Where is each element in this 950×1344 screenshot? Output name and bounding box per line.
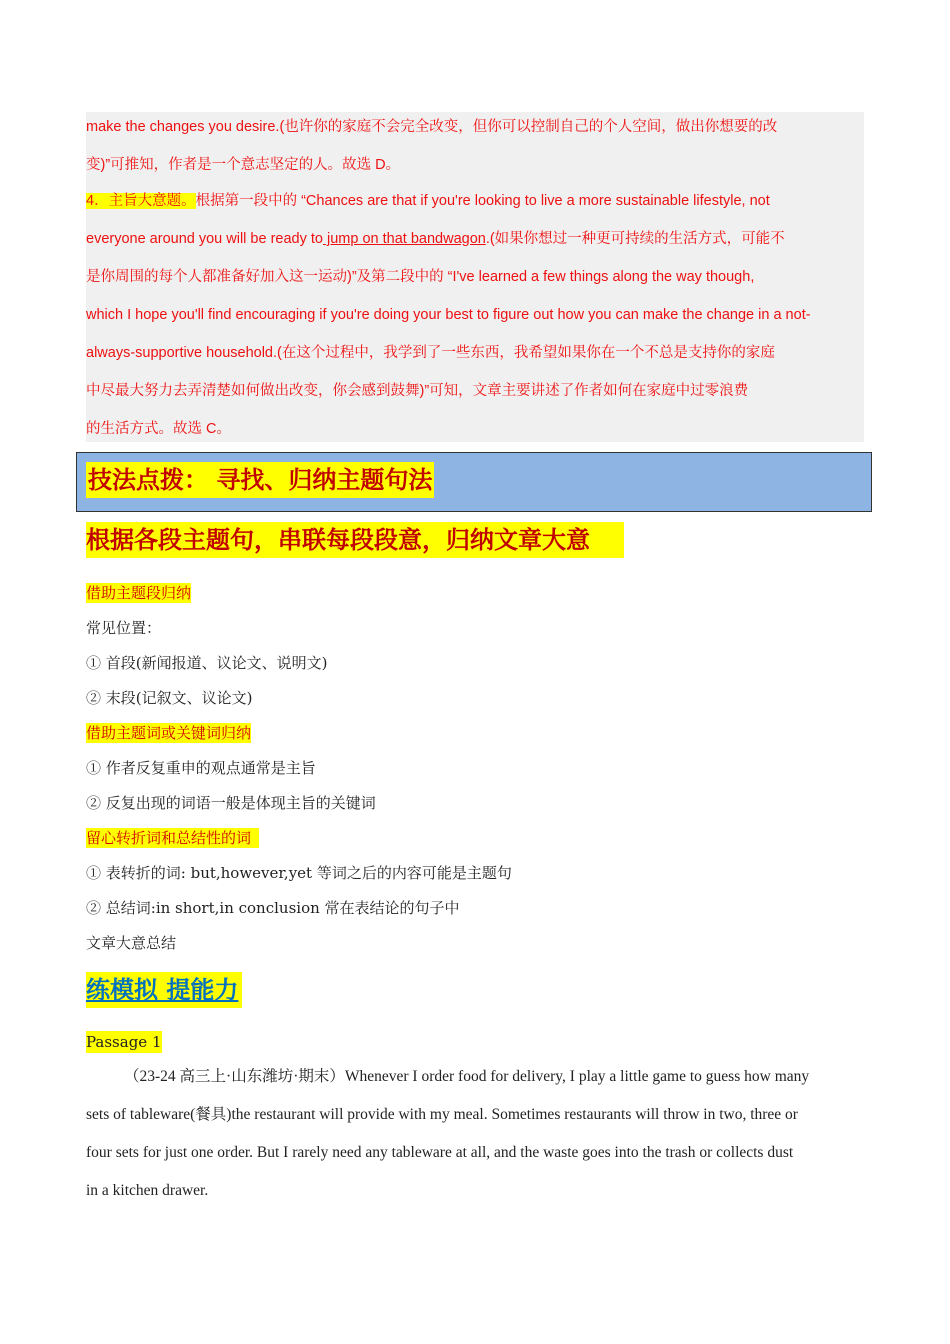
tips-title: 技法点拨： 寻找、归纳主题句法	[86, 462, 434, 498]
underlined-phrase: jump on that bandwagon	[322, 231, 486, 247]
answer-line-5: 是你周围的每个人都准备好加入这一运动)”及第二段中的 “I've learned a few things along the way though,	[86, 269, 755, 285]
answer-line-4-a: everyone around you will be ready to	[86, 231, 323, 247]
question-type-label: 4．主旨大意题。	[86, 193, 196, 209]
answer-line-3	[86, 182, 864, 220]
answer-line-6: which I hope you'll find encouraging if you're doing your best to figure out how you can make the change in a not-	[86, 307, 811, 323]
tips-subtitle: 根据各段主题句，串联每段段意，归纳文章大意	[86, 522, 624, 558]
method-heading-3: 留心转折词和总结性的词	[86, 828, 259, 848]
method-heading-2: 借助主题词或关键词归纳	[86, 724, 252, 742]
method-heading-1: 借助主题段归纳	[86, 584, 192, 602]
practice-title: 练模拟 提能力	[86, 972, 242, 1008]
transition-item-1: ① 表转折的词: but,however,yet 等词之后的内容可能是主题句	[86, 864, 512, 882]
position-item-1: ① 首段(新闻报道、议论文、说明文)	[86, 654, 328, 672]
answer-line-1: make the changes you desire.(也许你的家庭不会完全改变，但你可以控制自己的个人空间，做出你想要的改	[86, 119, 778, 135]
answer-line-2: 变)”可推知，作者是一个意志坚定的人。故选 D。	[86, 157, 401, 173]
passage-label: Passage 1	[86, 1033, 162, 1051]
passage-line-3: four sets for just one order. But I rarely need any tableware at all, and the waste goes into the trash or collects dust	[86, 1144, 794, 1161]
passage-line-2: sets of tableware(餐具)the restaurant will provide with my meal. Sometimes restaurants will throw in two, three or	[86, 1106, 798, 1123]
keyword-item-2: ② 反复出现的词语一般是体现主旨的关键词	[86, 794, 376, 812]
answer-line-7: always-supportive household.(在这个过程中，我学到了一些东西，我希望如果你在一个不总是支持你的家庭	[86, 345, 775, 361]
position-item-2: ② 末段(记叙文、议论文)	[86, 689, 253, 707]
common-position-label: 常见位置：	[86, 619, 162, 637]
transition-item-2: ② 总结词:in short,in conclusion 常在表结论的句子中	[86, 899, 460, 917]
answer-line-3-text: 根据第一段中的 “Chances are that if you're looking to live a more sustainable lifestyle, not	[195, 193, 770, 209]
passage-line-1: （23-24 高三上·山东潍坊·期末）Whenever I order food for delivery, I play a little game to guess how many	[124, 1068, 810, 1085]
answer-line-4-b: .(如果你想过一种更可持续的生活方式，可能不	[485, 231, 785, 247]
answer-line-8: 中尽最大努力去弄清楚如何做出改变，你会感到鼓舞)”可知，文章主要讲述了作者如何在家庭中过零浪费	[86, 383, 749, 399]
keyword-item-1: ① 作者反复重申的观点通常是主旨	[86, 759, 316, 777]
passage-line-4: in a kitchen drawer.	[86, 1182, 209, 1199]
answer-line-4	[86, 220, 864, 258]
summary-label: 文章大意总结	[86, 934, 177, 952]
answer-line-9: 的生活方式。故选 C。	[86, 421, 231, 437]
